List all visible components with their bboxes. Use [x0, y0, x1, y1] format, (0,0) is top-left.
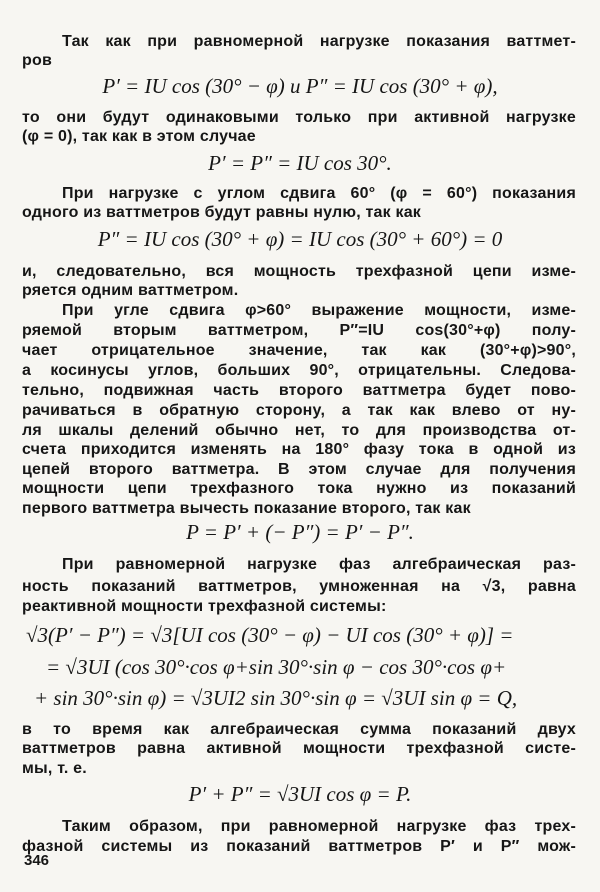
equation-reactive-power-3: + sin 30°·sin φ) = √3UI2 sin 30°·sin φ = √3UI sin φ = Q,	[34, 686, 518, 710]
text-line: При угле сдвига φ>60° выражение мощности, изме-	[62, 302, 576, 319]
text-line: Таким образом, при равномерной нагрузке фаз трех-	[62, 818, 576, 835]
text-line: ваттметров равна активной мощности трехфазной систе-	[22, 740, 576, 757]
equation-equal-readings: P′ = P″ = IU cos 30°.	[208, 151, 392, 175]
text-line: При равномерной нагрузке фаз алгебраическая раз-	[62, 556, 576, 573]
text-line: Так как при равномерной нагрузке показания ваттмет-	[62, 33, 576, 50]
text-line: (φ = 0), так как в этом случае	[22, 128, 256, 145]
equation-total-power-negative: P = P′ + (− P″) = P′ − P″.	[186, 520, 414, 544]
text-line: ряется одним ваттметром.	[22, 282, 239, 299]
text-line: При нагрузке с углом сдвига 60° (φ = 60°) показания	[62, 185, 576, 202]
text-line: мощности цепи трехфазного тока нужно из показаний	[22, 480, 576, 497]
text-line: мы, т. е.	[22, 760, 87, 777]
text-line: то они будут одинаковыми только при активной нагрузке	[22, 109, 576, 126]
equation-reactive-power-1: √3(P′ − P″) = √3[UI cos (30° − φ) − UI cos (30° + φ)] =	[26, 623, 514, 647]
text-line: чает отрицательное значение, так как (30°+φ)>90°,	[22, 342, 576, 359]
text-line: ров	[22, 52, 52, 69]
text-line: цепей второго ваттметра. В этом случае для получения	[22, 461, 576, 478]
text-line: одного из ваттметров будут равны нулю, так как	[22, 204, 421, 221]
text-line: ля шкалы делений обычно нет, то для производства от-	[22, 422, 576, 439]
text-line: счета приходится изменять на 180° фазу тока в одной из	[22, 441, 576, 458]
text-line: ряемой вторым ваттметром, P″=IU cos(30°+φ) полу-	[22, 322, 576, 339]
text-line: реактивной мощности трехфазной системы:	[22, 598, 387, 615]
text-line: в то время как алгебраическая сумма показаний двух	[22, 721, 576, 738]
text-line: рачиваться в обратную сторону, а так как влево от ну-	[22, 402, 576, 419]
text-line: первого ваттметра вычесть показание второго, так как	[22, 500, 471, 517]
equation-zero-reading: P″ = IU cos (30° + φ) = IU cos (30° + 60°) = 0	[97, 227, 503, 251]
equation-active-power: P′ + P″ = √3UI cos φ = P.	[188, 782, 412, 806]
equation-wattmeter-readings: P′ = IU cos (30° − φ) и P″ = IU cos (30° + φ),	[102, 74, 498, 98]
text-line: тельно, подвижная часть второго ваттметра будет пово-	[22, 382, 576, 399]
page-number: 346	[24, 852, 50, 869]
text-line: ность показаний ваттметров, умноженная на √3, равна	[22, 578, 576, 595]
equation-reactive-power-2: = √3UI (cos 30°·cos φ+sin 30°·sin φ − cos 30°·cos φ+	[46, 655, 507, 679]
text-line: а косинусы углов, больших 90°, отрицательны. Следова-	[22, 362, 576, 379]
text-line: и, следовательно, вся мощность трехфазной цепи изме-	[22, 263, 576, 280]
text-line: фазной системы из показаний ваттметров P′ и P″ мож-	[22, 838, 576, 855]
